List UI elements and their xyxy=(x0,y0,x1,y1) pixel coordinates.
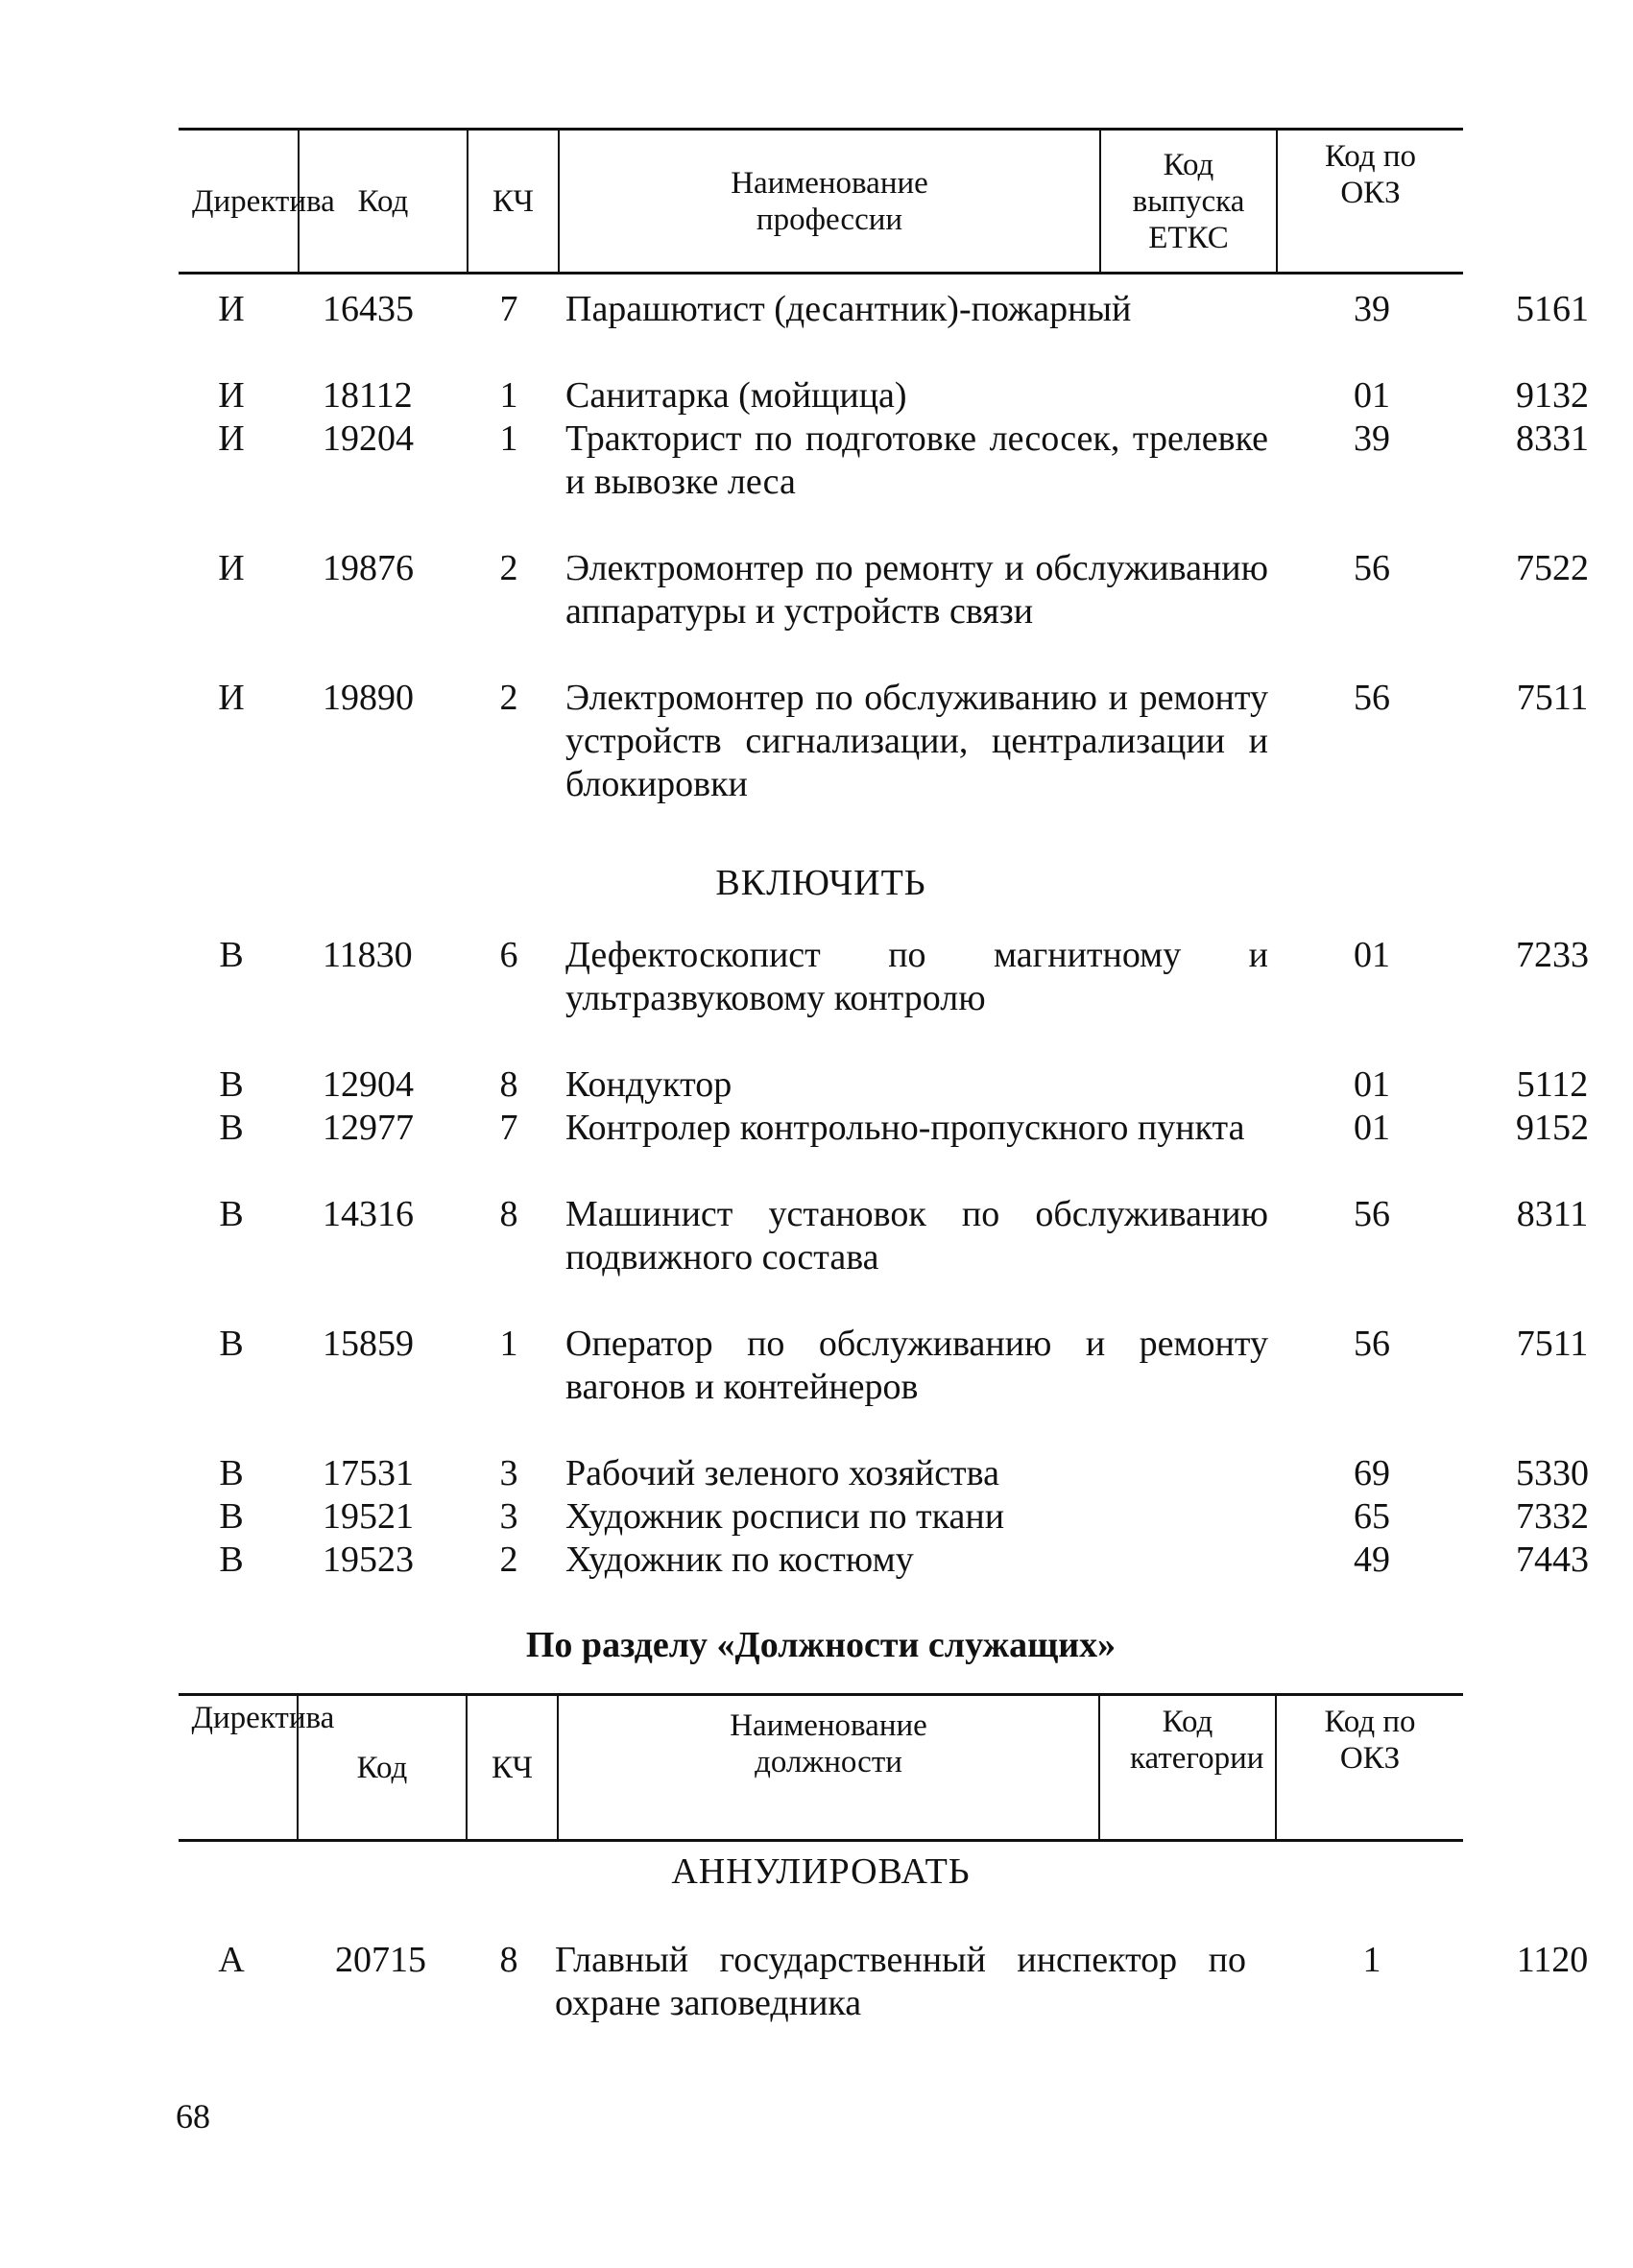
cell-code: 14316 xyxy=(323,1194,414,1234)
section-heading-include: ВКЛЮЧИТЬ xyxy=(715,863,926,903)
cell-name: Художник по костюму xyxy=(565,1540,914,1580)
header-directive: Директива xyxy=(179,131,300,272)
section-subtitle: По разделу «Должности служащих» xyxy=(525,1625,1117,1665)
cell-etks: 56 xyxy=(1354,678,1390,718)
cell-category: 1 xyxy=(1362,1940,1381,1980)
cell-etks: 01 xyxy=(1354,375,1390,416)
cell-name: Оператор по обслуживанию и ремонту вагонов и контейнеров xyxy=(565,1324,1268,1407)
cell-etks: 56 xyxy=(1354,1324,1390,1364)
cell-okz: 7443 xyxy=(1516,1540,1589,1580)
cell-okz: 5112 xyxy=(1516,1064,1589,1105)
cell-code: 16435 xyxy=(323,289,414,329)
cell-directive: В xyxy=(219,1453,244,1493)
cell-name: Машинист установок по обслуживанию подвижного состава xyxy=(565,1194,1268,1277)
cell-okz: 7522 xyxy=(1516,548,1589,588)
cell-kch: 8 xyxy=(499,1064,518,1105)
cell-name: Электромонтер по ремонту и обслуживанию аппаратуры и устройств связи xyxy=(565,548,1268,632)
cell-name: Парашютист (десантник)-пожарный xyxy=(565,289,1132,329)
cell-directive: В xyxy=(219,1324,244,1364)
cell-directive: И xyxy=(218,678,245,718)
cell-code: 19876 xyxy=(323,548,414,588)
cell-code: 19523 xyxy=(323,1540,414,1580)
cell-directive: А xyxy=(218,1940,245,1980)
cell-okz: 7511 xyxy=(1516,678,1589,718)
cell-code: 19204 xyxy=(323,418,414,459)
cell-kch: 1 xyxy=(499,1324,518,1364)
cell-name: Главный государственный инспектор по охране заповедника xyxy=(555,1940,1246,2023)
cell-name: Дефектоскопист по магнитному и ультразвуковому контролю xyxy=(565,935,1268,1018)
cell-etks: 69 xyxy=(1354,1453,1390,1493)
cell-kch: 7 xyxy=(499,289,518,329)
cell-code: 11830 xyxy=(323,935,413,975)
header-kch: КЧ xyxy=(468,131,560,272)
cell-okz: 5330 xyxy=(1516,1453,1589,1493)
cell-kch: 6 xyxy=(499,935,518,975)
cell-kch: 8 xyxy=(499,1940,518,1980)
cell-directive: В xyxy=(219,1194,244,1234)
cell-okz: 8311 xyxy=(1516,1194,1589,1234)
cell-kch: 3 xyxy=(499,1496,518,1537)
cell-name: Рабочий зеленого хозяйства xyxy=(565,1453,999,1493)
cell-okz: 7233 xyxy=(1516,935,1589,975)
header-directive: Директива xyxy=(179,1696,299,1839)
cell-etks: 65 xyxy=(1354,1496,1390,1537)
header-okz: Код по ОКЗ xyxy=(1324,139,1417,210)
table1-header xyxy=(179,128,1463,275)
header-code: Код xyxy=(299,1696,468,1839)
header-etks: Код выпуска ЕТКС xyxy=(1101,131,1278,272)
header-okz: Код по ОКЗ xyxy=(1324,1705,1416,1776)
cell-etks: 49 xyxy=(1354,1540,1390,1580)
cell-directive: В xyxy=(219,1540,244,1580)
cell-name: Контролер контрольно-пропускного пункта xyxy=(565,1108,1245,1148)
cell-kch: 3 xyxy=(499,1453,518,1493)
cell-etks: 01 xyxy=(1354,1108,1390,1148)
header-category: Код категории xyxy=(1100,1696,1277,1839)
section-heading-annul: АННУЛИРОВАТЬ xyxy=(671,1851,971,1892)
cell-etks: 01 xyxy=(1354,935,1390,975)
cell-okz: 7511 xyxy=(1516,1324,1589,1364)
cell-code: 15859 xyxy=(323,1324,414,1364)
cell-kch: 2 xyxy=(499,548,518,588)
cell-okz: 9132 xyxy=(1516,375,1589,416)
cell-etks: 39 xyxy=(1354,289,1390,329)
cell-name: Электромонтер по обслуживанию и ремонту устройств сигнализации, централизации и блокировки xyxy=(565,678,1268,804)
cell-code: 12977 xyxy=(323,1108,414,1148)
table2-header xyxy=(179,1693,1463,1842)
cell-name: Тракторист по подготовке лесосек, трелевке и вывозке леса xyxy=(565,418,1268,502)
cell-etks: 39 xyxy=(1354,418,1390,459)
cell-etks: 56 xyxy=(1354,1194,1390,1234)
cell-directive: И xyxy=(218,418,245,459)
cell-name: Кондуктор xyxy=(565,1064,732,1105)
cell-directive: И xyxy=(218,548,245,588)
cell-name: Художник росписи по ткани xyxy=(565,1496,1005,1537)
cell-code: 17531 xyxy=(323,1453,414,1493)
cell-directive: В xyxy=(219,1064,244,1105)
cell-directive: И xyxy=(218,289,245,329)
cell-code: 12904 xyxy=(323,1064,414,1105)
cell-etks: 56 xyxy=(1354,548,1390,588)
cell-kch: 1 xyxy=(499,375,518,416)
cell-okz: 9152 xyxy=(1516,1108,1589,1148)
cell-directive: В xyxy=(219,935,244,975)
cell-code: 20715 xyxy=(335,1940,426,1980)
cell-okz: 1120 xyxy=(1516,1940,1589,1980)
cell-directive: В xyxy=(219,1108,244,1148)
cell-code: 18112 xyxy=(323,375,413,416)
header-code: Код xyxy=(300,131,468,272)
cell-okz: 7332 xyxy=(1516,1496,1589,1537)
cell-directive: В xyxy=(219,1496,244,1537)
header-name: Наименование профессии xyxy=(560,131,1101,272)
cell-name: Санитарка (мойщица) xyxy=(565,375,907,416)
cell-kch: 1 xyxy=(499,418,518,459)
page-number: 68 xyxy=(176,2097,210,2136)
cell-kch: 2 xyxy=(499,1540,518,1580)
cell-kch: 2 xyxy=(499,678,518,718)
cell-directive: И xyxy=(218,375,245,416)
cell-kch: 7 xyxy=(499,1108,518,1148)
cell-code: 19890 xyxy=(323,678,414,718)
cell-okz: 5161 xyxy=(1516,289,1589,329)
cell-etks: 01 xyxy=(1354,1064,1390,1105)
cell-kch: 8 xyxy=(499,1194,518,1234)
cell-code: 19521 xyxy=(323,1496,414,1537)
cell-okz: 8331 xyxy=(1516,418,1589,459)
header-name: Наименование должности xyxy=(559,1696,1100,1839)
header-kch: КЧ xyxy=(468,1696,559,1839)
